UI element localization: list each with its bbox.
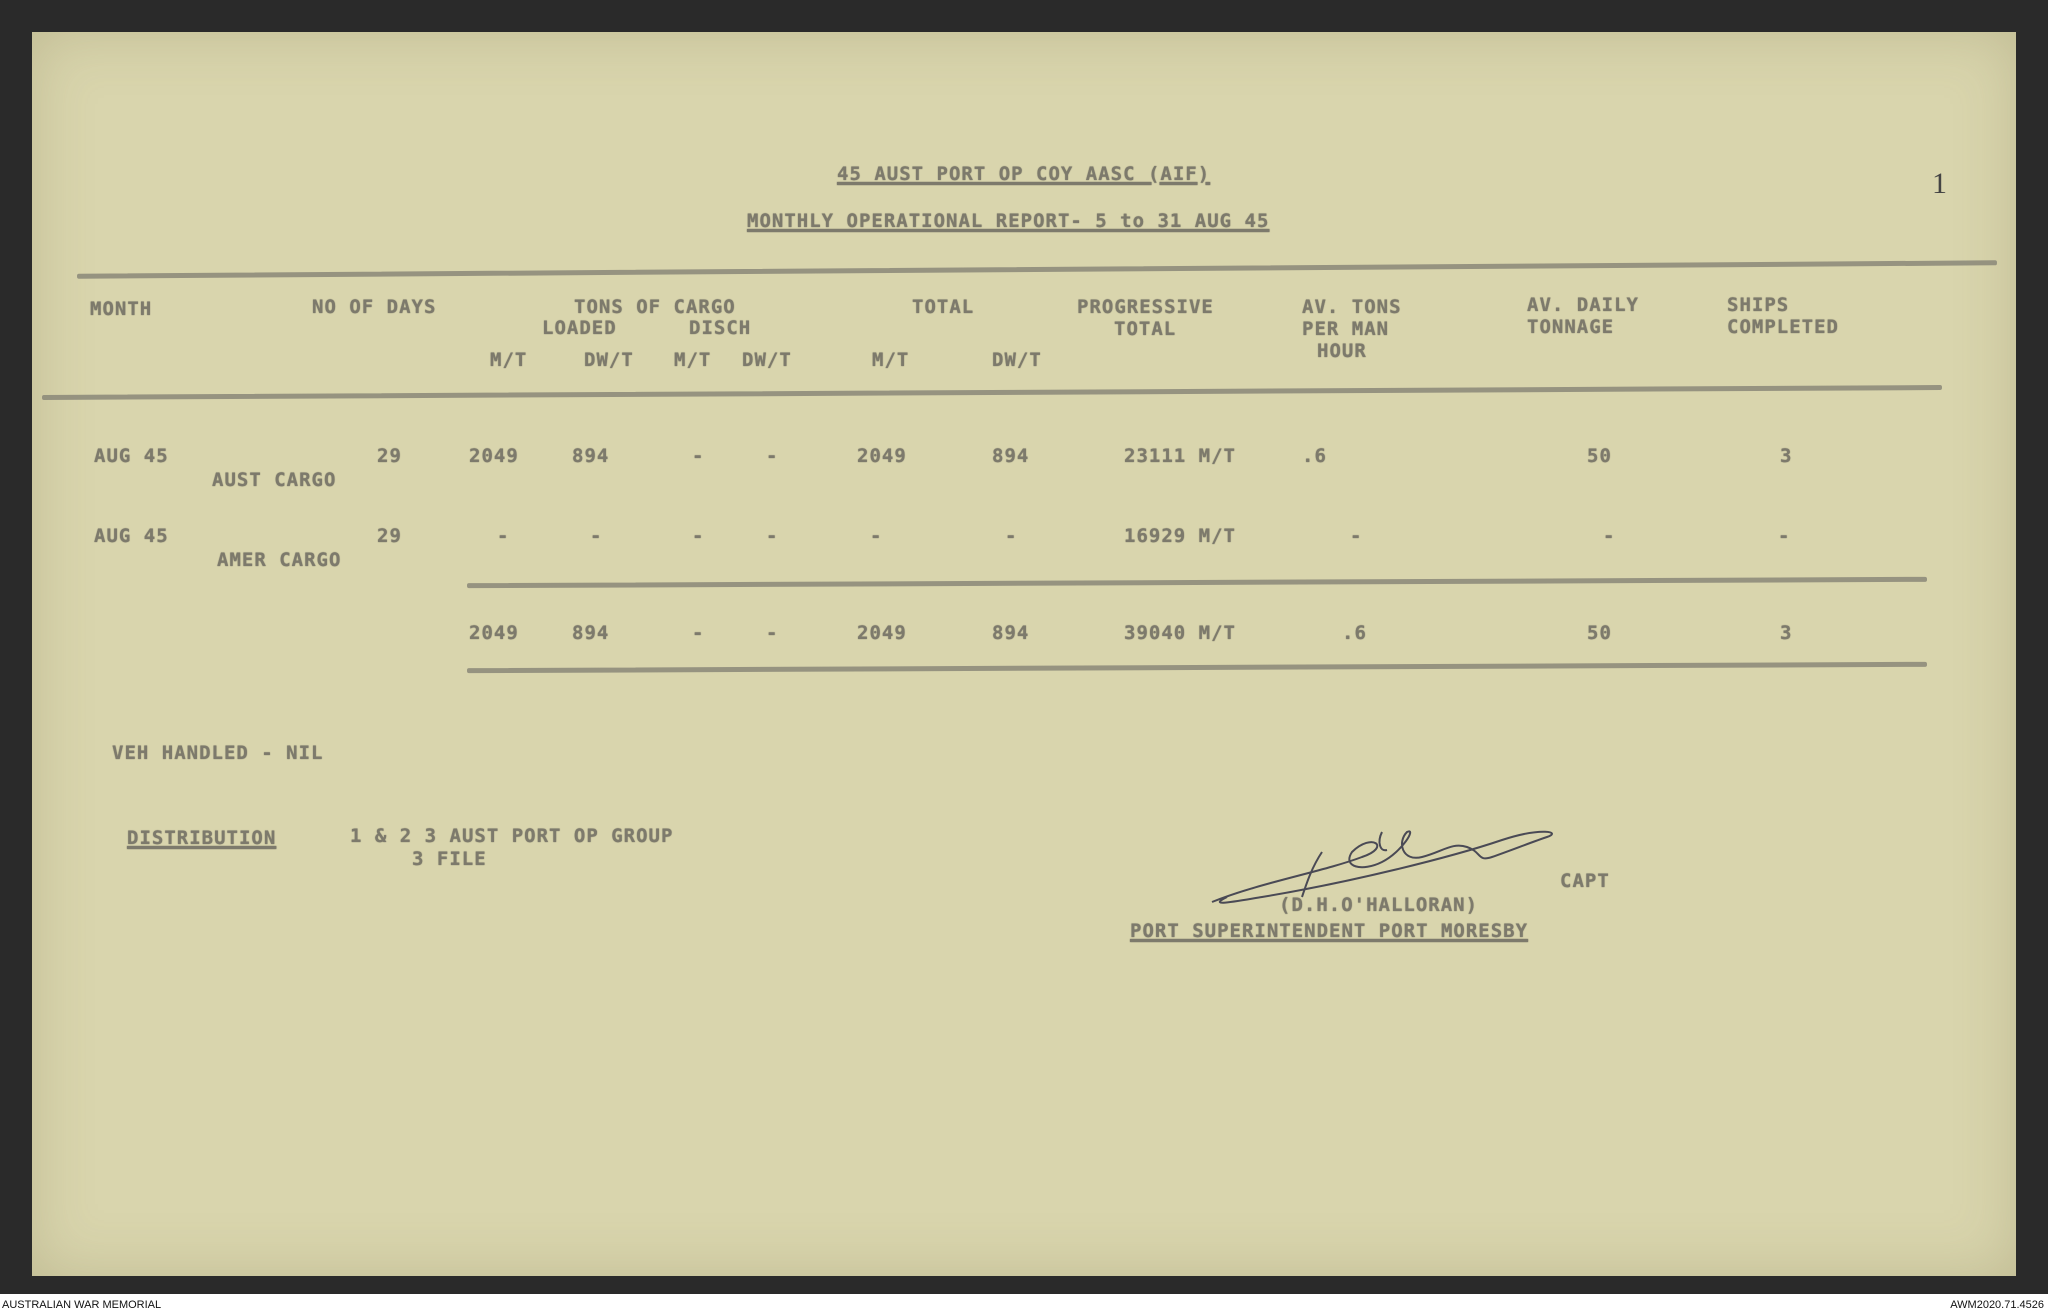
row-av-daily: 50 bbox=[1587, 445, 1612, 467]
row-disch-dw: - bbox=[766, 445, 779, 467]
report-subtitle: MONTHLY OPERATIONAL REPORT- 5 to 31 AUG 45 bbox=[747, 210, 1270, 232]
row-total-dw: - bbox=[1005, 525, 1018, 547]
sub-total-mt: M/T bbox=[872, 349, 910, 371]
col-total: TOTAL bbox=[912, 296, 975, 318]
col-loaded: LOADED bbox=[542, 317, 617, 339]
total-av-tons: .6 bbox=[1342, 622, 1367, 644]
total-av-daily: 50 bbox=[1587, 622, 1612, 644]
distribution-line-1: 1 & 2 3 AUST PORT OP GROUP bbox=[350, 825, 674, 847]
totals-bottom-rule bbox=[467, 662, 1927, 673]
total-disch-mt: - bbox=[692, 622, 705, 644]
signature-rank: CAPT bbox=[1560, 870, 1610, 892]
row-av-tons: .6 bbox=[1302, 445, 1327, 467]
col-progressive-total: TOTAL bbox=[1114, 318, 1177, 340]
total-loaded-dw: 894 bbox=[572, 622, 610, 644]
row-ships: - bbox=[1778, 525, 1791, 547]
total-disch-dw: - bbox=[766, 622, 779, 644]
sub-loaded-mt: M/T bbox=[490, 349, 528, 371]
distribution-label: DISTRIBUTION bbox=[127, 827, 277, 849]
col-completed: COMPLETED bbox=[1727, 316, 1839, 338]
row-progressive: 23111 M/T bbox=[1124, 445, 1236, 467]
row-total-dw: 894 bbox=[992, 445, 1030, 467]
vehicles-handled: VEH HANDLED - NIL bbox=[112, 742, 324, 764]
col-no-of-days: NO OF DAYS bbox=[312, 296, 437, 318]
totals-top-rule bbox=[467, 577, 1927, 588]
row-disch-mt: - bbox=[692, 525, 705, 547]
document-title: 45 AUST PORT OP COY AASC (AIF) bbox=[837, 163, 1211, 185]
corner-page-mark: 1 bbox=[1932, 167, 1947, 200]
document-page bbox=[32, 32, 2016, 1276]
col-disch: DISCH bbox=[689, 317, 752, 339]
col-tonnage: TONNAGE bbox=[1527, 316, 1615, 338]
total-progressive: 39040 M/T bbox=[1124, 622, 1236, 644]
signature-name: (D.H.O'HALLORAN) bbox=[1279, 894, 1479, 916]
row-loaded-dw: - bbox=[590, 525, 603, 547]
row-days: 29 bbox=[377, 445, 402, 467]
total-total-dw: 894 bbox=[992, 622, 1030, 644]
row-month: AUG 45 bbox=[94, 445, 169, 467]
row-ships: 3 bbox=[1780, 445, 1793, 467]
row-progressive: 16929 M/T bbox=[1124, 525, 1236, 547]
row-av-daily: - bbox=[1603, 525, 1616, 547]
row-disch-dw: - bbox=[766, 525, 779, 547]
row-cargo-type: AUST CARGO bbox=[212, 469, 337, 491]
total-ships: 3 bbox=[1780, 622, 1793, 644]
row-days: 29 bbox=[377, 525, 402, 547]
distribution-line-2: 3 FILE bbox=[412, 848, 487, 870]
row-cargo-type: AMER CARGO bbox=[217, 549, 342, 571]
sub-disch-dw: DW/T bbox=[742, 349, 792, 371]
col-hour: HOUR bbox=[1317, 340, 1367, 362]
signature-title: PORT SUPERINTENDENT PORT MORESBY bbox=[1130, 920, 1529, 942]
total-loaded-mt: 2049 bbox=[469, 622, 519, 644]
row-total-mt: 2049 bbox=[857, 445, 907, 467]
row-av-tons: - bbox=[1350, 525, 1363, 547]
row-loaded-mt: - bbox=[497, 525, 510, 547]
col-av-daily: AV. DAILY bbox=[1527, 294, 1639, 316]
sub-disch-mt: M/T bbox=[674, 349, 712, 371]
header-top-rule bbox=[77, 260, 1997, 278]
row-loaded-dw: 894 bbox=[572, 445, 610, 467]
col-month: MONTH bbox=[90, 298, 153, 320]
col-ships: SHIPS bbox=[1727, 294, 1790, 316]
header-bottom-rule bbox=[42, 385, 1942, 400]
row-loaded-mt: 2049 bbox=[469, 445, 519, 467]
col-av-tons: AV. TONS bbox=[1302, 296, 1402, 318]
row-disch-mt: - bbox=[692, 445, 705, 467]
archive-footer bbox=[0, 1294, 2048, 1316]
row-total-mt: - bbox=[870, 525, 883, 547]
sub-total-dw: DW/T bbox=[992, 349, 1042, 371]
sub-loaded-dw: DW/T bbox=[584, 349, 634, 371]
col-tons-of-cargo: TONS OF CARGO bbox=[574, 296, 736, 318]
col-per-man: PER MAN bbox=[1302, 318, 1390, 340]
col-progressive: PROGRESSIVE bbox=[1077, 296, 1214, 318]
footer-institution: AUSTRALIAN WAR MEMORIAL bbox=[2, 1299, 162, 1311]
total-total-mt: 2049 bbox=[857, 622, 907, 644]
row-month: AUG 45 bbox=[94, 525, 169, 547]
footer-reference: AWM2020.71.4526 bbox=[1950, 1299, 2044, 1311]
